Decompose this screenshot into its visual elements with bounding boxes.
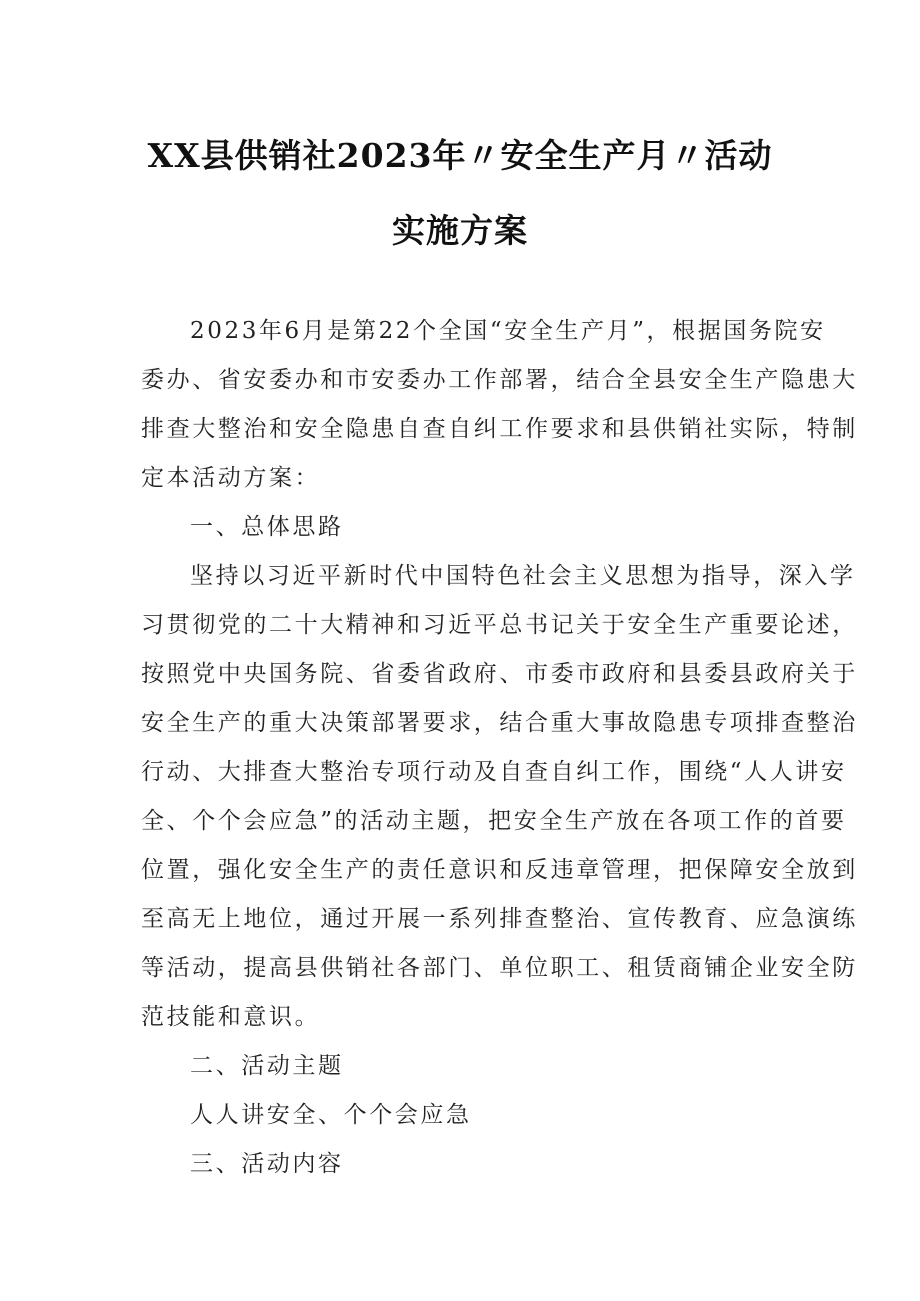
paragraph-principle-line-4: 安全生产的重大决策部署要求，结合重大事故隐患专项排查整治	[141, 710, 858, 736]
paragraph-intro-line-1: 2023年6月是第22个全国“安全生产月”，根据国务院安	[190, 318, 826, 344]
section-heading-3: 三、活动内容	[190, 1151, 344, 1177]
section-heading-2: 二、活动主题	[190, 1053, 344, 1079]
paragraph-principle-line-3: 按照党中央国务院、省委省政府、市委市政府和县委县政府关于	[141, 661, 858, 687]
activity-theme-text: 人人讲安全、个个会应急	[190, 1102, 472, 1128]
paragraph-principle-line-5: 行动、大排查大整治专项行动及自查自纠工作，围绕“人人讲安	[141, 759, 847, 785]
document-title-line-2: 实施方案	[392, 211, 528, 250]
paragraph-intro-line-2: 委办、省安委办和市安委办工作部署，结合全县安全生产隐患大	[141, 367, 858, 393]
section-heading-1: 一、总体思路	[190, 514, 344, 540]
paragraph-principle-line-7: 位置，强化安全生产的责任意识和反违章管理，把保障安全放到	[141, 857, 858, 883]
paragraph-principle-line-8: 至高无上地位，通过开展一系列排查整治、宣传教育、应急演练	[141, 906, 858, 932]
paragraph-principle-line-2: 习贯彻党的二十大精神和习近平总书记关于安全生产重要论述，	[141, 612, 858, 638]
paragraph-principle-line-10: 范技能和意识。	[141, 1004, 321, 1030]
document-title-line-1: XX县供销社2023年〃安全生产月〃活动	[147, 136, 773, 175]
paragraph-principle-line-9: 等活动，提高县供销社各部门、单位职工、租赁商铺企业安全防	[141, 955, 858, 981]
paragraph-intro-line-3: 排查大整治和安全隐患自查自纠工作要求和县供销社实际，特制	[141, 416, 858, 442]
paragraph-intro-line-4: 定本活动方案：	[141, 465, 321, 491]
paragraph-principle-line-1: 坚持以习近平新时代中国特色社会主义思想为指导，深入学	[190, 563, 856, 589]
paragraph-principle-line-6: 全、个个会应急”的活动主题，把安全生产放在各项工作的首要	[141, 808, 847, 834]
